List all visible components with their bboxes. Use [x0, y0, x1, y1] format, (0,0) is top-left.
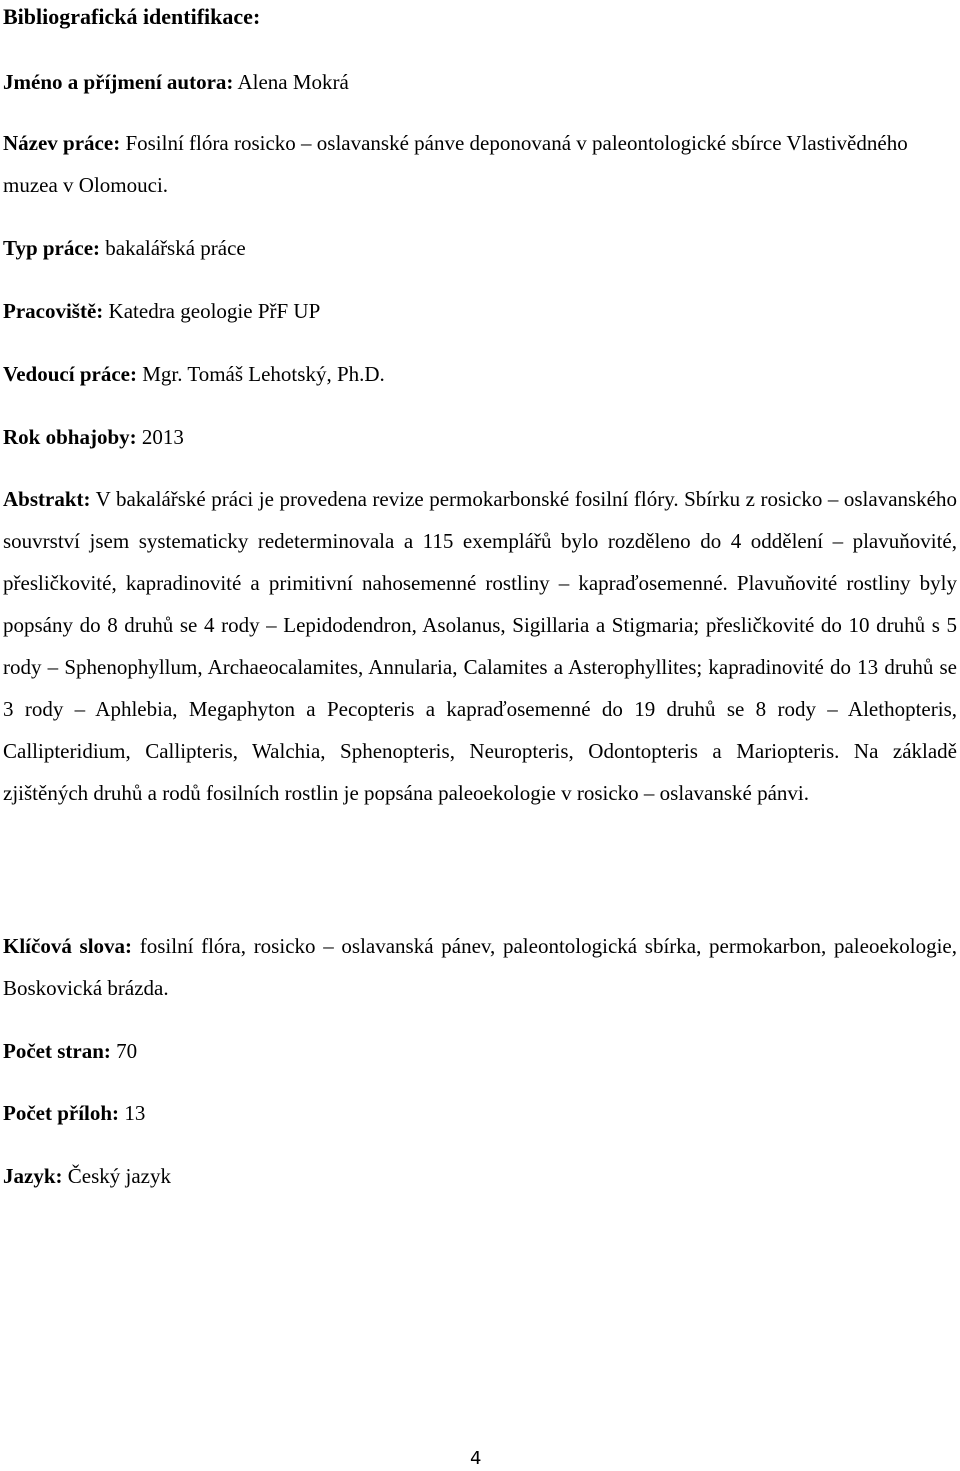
- department-value: Katedra geologie PřF UP: [108, 299, 321, 323]
- language-value: Český jazyk: [67, 1164, 171, 1188]
- keywords-value: fosilní flóra, rosicko – oslavanská pánev, paleontologická sbírka, permokarbon, paleoekologie, Boskovická brázda.: [3, 934, 958, 1000]
- page-heading: Bibliografická identifikace:: [3, 4, 261, 29]
- abstract-text: V bakalářské práci je provedena revize permokarbonské fosilní flóry. Sbírku z rosicko – oslavanského souvrství jsem systematicky redeterminovala a 115 exemplářů bylo rozděleno do 4 oddělení – plavuňovité, přesličkovité, kapradinovité a primitivní nahosemenné rostliny – kapraďosemenné. Plavuňovité rostliny byly popsány do 8 druhů se 4 rody – Lepidodendron, Asolanus, Sigillaria a Stigmaria; přesličkovité do 10 druhů s 5 rody – Sphenophyllum, Archaeocalamites, Annularia, Calamites a Asterophyllites; kapradinovité do 13 druhů se 3 rody – Aphlebia, Megaphyton a Pecopteris a kapraďosemenné do 19 druhů se 8 rody – Alethopteris, Callipteridium, Callipteris, Walchia, Sphenopteris, Neuropteris, Odontopteris a Mariopteris. Na základě zjištěných druhů a rodů fosilních rostlin je popsána paleoekologie v rosicko – oslavanské pánvi.: [3, 487, 958, 805]
- abstract-label: Abstrakt:: [3, 487, 91, 511]
- department-field: [3, 290, 957, 332]
- attachment-count-label: Počet příloh:: [3, 1101, 120, 1125]
- keywords-label: Klíčová slova:: [3, 934, 133, 958]
- type-value: bakalářská práce: [105, 236, 246, 260]
- title-label: Název práce:: [3, 131, 121, 155]
- attachment-count-value: 13: [124, 1101, 146, 1125]
- title-value: Fosilní flóra rosicko – oslavanské pánve deponovaná v paleontologické sbírce Vlastivědného muzea v Olomouci.: [3, 131, 908, 197]
- type-field: [3, 227, 957, 269]
- department-label: Pracoviště:: [3, 299, 104, 323]
- supervisor-label: Vedoucí práce:: [3, 362, 137, 386]
- supervisor-field: [3, 353, 957, 395]
- author-label: Jméno a příjmení autora:: [3, 70, 234, 94]
- title-field: [3, 122, 957, 206]
- type-label: Typ práce:: [3, 236, 101, 260]
- keywords-field: [3, 925, 957, 1009]
- page-number: 4: [470, 1448, 482, 1469]
- author-value: Alena Mokrá: [237, 70, 349, 94]
- defense-year-field: [3, 416, 957, 458]
- abstract-field: [3, 478, 957, 814]
- page-count-label: Počet stran:: [3, 1039, 111, 1063]
- page-count-value: 70: [116, 1039, 138, 1063]
- language-field: [3, 1155, 957, 1197]
- defense-year-value: 2013: [141, 425, 184, 449]
- page-count-field: [3, 1030, 957, 1072]
- language-label: Jazyk:: [3, 1164, 63, 1188]
- defense-year-label: Rok obhajoby:: [3, 425, 137, 449]
- author-field: [3, 61, 957, 103]
- attachment-count-field: [3, 1092, 957, 1134]
- supervisor-value: Mgr. Tomáš Lehotský, Ph.D.: [142, 362, 385, 386]
